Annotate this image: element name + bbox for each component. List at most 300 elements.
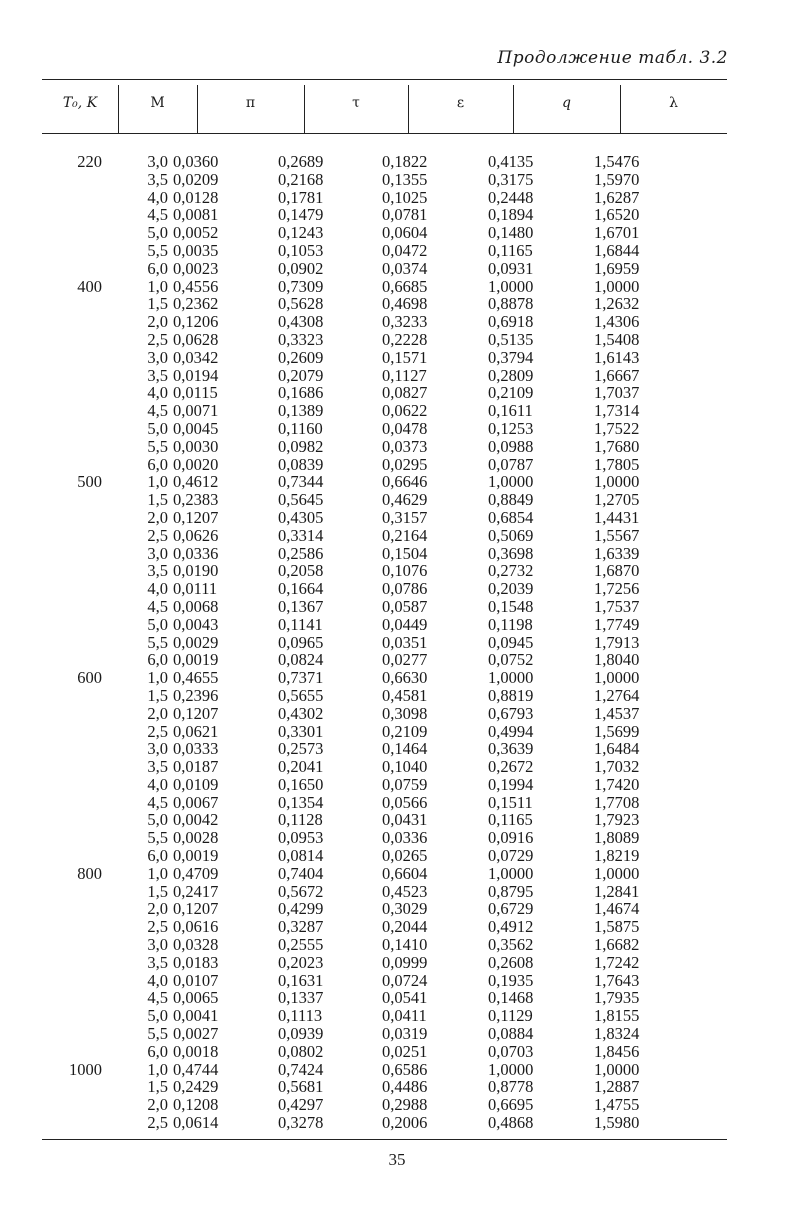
epsilon-cell: 0,6630 — [382, 668, 428, 688]
mach-cell: 4,5 — [147, 205, 168, 225]
q-cell: 0,1129 — [488, 1006, 533, 1026]
tau-cell: 0,0802 — [278, 1041, 324, 1061]
epsilon-cell: 0,0566 — [382, 792, 428, 812]
table-row — [42, 865, 674, 883]
pi-cell: 0,0020 — [173, 454, 219, 474]
epsilon-cell: 0,0319 — [382, 1024, 428, 1044]
mach-cell: 1,0 — [147, 276, 168, 296]
q-cell: 0,2608 — [488, 952, 534, 972]
table-row — [42, 1114, 674, 1132]
mach-cell: 4,0 — [147, 579, 168, 599]
epsilon-cell: 0,2044 — [382, 917, 428, 937]
pi-cell: 0,0190 — [173, 561, 219, 581]
epsilon-cell: 0,0622 — [382, 401, 428, 421]
lambda-cell: 1,4306 — [594, 312, 640, 332]
table-row — [42, 687, 674, 705]
q-cell: 1,0000 — [488, 863, 534, 883]
q-cell: 0,2039 — [488, 579, 534, 599]
tau-cell: 0,4299 — [278, 899, 324, 919]
lambda-cell: 1,2632 — [594, 294, 640, 314]
temperature-cell — [42, 1114, 116, 1132]
lambda-cell: 1,8040 — [594, 650, 640, 670]
pi-cell: 0,2417 — [173, 881, 219, 901]
table-body — [42, 153, 674, 1132]
q-cell: 0,6793 — [488, 703, 534, 723]
temperature-cell — [42, 758, 116, 776]
temperature-cell — [42, 224, 116, 242]
lambda-cell: 1,7680 — [594, 436, 640, 456]
pi-cell: 0,0065 — [173, 988, 219, 1008]
tau-cell: 0,0902 — [278, 258, 324, 278]
table-row — [42, 954, 674, 972]
table-row — [42, 402, 674, 420]
lambda-cell: 1,6959 — [594, 258, 640, 278]
table-row — [42, 794, 674, 812]
pi-cell: 0,0023 — [173, 258, 219, 278]
lambda-cell: 1,6870 — [594, 561, 640, 581]
q-cell: 0,5135 — [488, 329, 534, 349]
epsilon-cell: 0,0472 — [382, 240, 428, 260]
q-cell: 0,1165 — [488, 810, 533, 830]
temperature-cell — [42, 954, 116, 972]
table-row — [42, 989, 674, 1007]
pi-cell: 0,0035 — [173, 240, 219, 260]
temperature-cell — [42, 242, 116, 260]
epsilon-cell: 0,0295 — [382, 454, 428, 474]
lambda-cell: 1,6287 — [594, 187, 640, 207]
mach-cell: 3,5 — [147, 561, 168, 581]
mach-cell: 5,0 — [147, 810, 168, 830]
table-row — [42, 616, 674, 634]
epsilon-cell: 0,2109 — [382, 721, 428, 741]
q-cell: 0,1935 — [488, 970, 534, 990]
table-row — [42, 438, 674, 456]
table-row — [42, 918, 674, 936]
tau-cell: 0,5655 — [278, 685, 324, 705]
q-cell: 0,2809 — [488, 365, 534, 385]
mach-cell: 6,0 — [147, 258, 168, 278]
q-cell: 0,3639 — [488, 739, 534, 759]
header-lambda: λ — [669, 95, 678, 111]
tau-cell: 0,1053 — [278, 240, 324, 260]
epsilon-cell: 0,6604 — [382, 863, 428, 883]
lambda-cell: 1,7913 — [594, 632, 640, 652]
mach-cell: 3,5 — [147, 365, 168, 385]
q-cell: 0,0931 — [488, 258, 534, 278]
pi-cell: 0,1207 — [173, 703, 219, 723]
epsilon-cell: 0,1464 — [382, 739, 428, 759]
mach-cell: 1,5 — [147, 1077, 168, 1097]
table-row — [42, 331, 674, 349]
epsilon-cell: 0,2164 — [382, 525, 428, 545]
table-row — [42, 1061, 674, 1079]
q-cell: 0,0752 — [488, 650, 534, 670]
epsilon-cell: 0,0351 — [382, 632, 428, 652]
mach-cell: 5,5 — [147, 632, 168, 652]
pi-cell: 0,0111 — [173, 579, 218, 599]
tau-cell: 0,3301 — [278, 721, 324, 741]
epsilon-cell: 0,0449 — [382, 614, 428, 634]
pi-cell: 0,4612 — [173, 472, 219, 492]
temperature-cell — [42, 527, 116, 545]
pi-cell: 0,1207 — [173, 899, 219, 919]
tau-cell: 0,2573 — [278, 739, 324, 759]
table-row — [42, 456, 674, 474]
tau-cell: 0,0814 — [278, 846, 324, 866]
epsilon-cell: 0,0541 — [382, 988, 428, 1008]
table-row — [42, 1043, 674, 1061]
q-cell: 0,4994 — [488, 721, 534, 741]
table-row — [42, 598, 674, 616]
temperature-cell — [42, 331, 116, 349]
gas-dynamic-functions-table — [42, 153, 674, 1132]
temperature-cell — [42, 616, 116, 634]
pi-cell: 0,1207 — [173, 507, 219, 527]
lambda-cell: 1,7749 — [594, 614, 640, 634]
table-row — [42, 420, 674, 438]
header-mach: M — [150, 95, 165, 111]
mach-cell: 3,5 — [147, 757, 168, 777]
epsilon-cell: 0,3098 — [382, 703, 428, 723]
lambda-cell: 1,6520 — [594, 205, 640, 225]
mach-cell: 4,0 — [147, 970, 168, 990]
pi-cell: 0,0360 — [173, 152, 219, 171]
pi-cell: 0,2429 — [173, 1077, 219, 1097]
epsilon-cell: 0,6646 — [382, 472, 428, 492]
temperature-cell — [42, 206, 116, 224]
tau-cell: 0,1650 — [278, 774, 324, 794]
temperature-cell — [42, 776, 116, 794]
temperature-cell — [42, 1078, 116, 1096]
table-row — [42, 153, 674, 171]
pi-cell: 0,1208 — [173, 1095, 219, 1115]
temperature-cell — [42, 1025, 116, 1043]
temperature-cell — [42, 171, 116, 189]
q-cell: 0,3698 — [488, 543, 534, 563]
lambda-cell: 1,4537 — [594, 703, 640, 723]
tau-cell: 0,5672 — [278, 881, 324, 901]
temperature-cell — [42, 794, 116, 812]
lambda-cell: 1,7522 — [594, 418, 640, 438]
pi-cell: 0,0041 — [173, 1006, 219, 1026]
epsilon-cell: 0,3029 — [382, 899, 428, 919]
tau-cell: 0,1354 — [278, 792, 324, 812]
mach-cell: 4,5 — [147, 401, 168, 421]
table-row — [42, 776, 674, 794]
table-row — [42, 758, 674, 776]
pi-cell: 0,0194 — [173, 365, 219, 385]
temperature-cell: 400 — [77, 276, 102, 296]
lambda-cell: 1,5408 — [594, 329, 640, 349]
epsilon-cell: 0,1355 — [382, 169, 428, 189]
temperature-cell: 800 — [77, 863, 102, 883]
tau-cell: 0,1631 — [278, 970, 324, 990]
q-cell: 0,0916 — [488, 828, 534, 848]
mach-cell: 5,0 — [147, 1006, 168, 1026]
epsilon-cell: 0,0251 — [382, 1041, 428, 1061]
mach-cell: 5,0 — [147, 223, 168, 243]
table-row — [42, 1007, 674, 1025]
epsilon-cell: 0,6685 — [382, 276, 428, 296]
mach-cell: 5,0 — [147, 614, 168, 634]
pi-cell: 0,0028 — [173, 828, 219, 848]
q-cell: 0,0729 — [488, 846, 534, 866]
tau-cell: 0,5681 — [278, 1077, 324, 1097]
pi-cell: 0,0042 — [173, 810, 219, 830]
table-row — [42, 651, 674, 669]
tau-cell: 0,2168 — [278, 169, 324, 189]
q-cell: 0,4912 — [488, 917, 534, 937]
table-row — [42, 740, 674, 758]
mach-cell: 3,0 — [147, 935, 168, 955]
q-cell: 0,3562 — [488, 935, 534, 955]
epsilon-cell: 0,3233 — [382, 312, 428, 332]
table-row — [42, 723, 674, 741]
header-t0: T₀, K — [62, 95, 98, 111]
lambda-cell: 1,5567 — [594, 525, 640, 545]
lambda-cell: 1,7708 — [594, 792, 640, 812]
temperature-cell — [42, 260, 116, 278]
tau-cell: 0,0982 — [278, 436, 324, 456]
pi-cell: 0,0107 — [173, 970, 219, 990]
temperature-cell — [42, 740, 116, 758]
q-cell: 0,8795 — [488, 881, 534, 901]
epsilon-cell: 0,1025 — [382, 187, 428, 207]
pi-cell: 0,0067 — [173, 792, 219, 812]
mach-cell: 6,0 — [147, 454, 168, 474]
mach-cell: 2,5 — [147, 525, 168, 545]
epsilon-cell: 0,0724 — [382, 970, 428, 990]
temperature-cell: 500 — [77, 472, 102, 492]
tau-cell: 0,2555 — [278, 935, 324, 955]
epsilon-cell: 0,0781 — [382, 205, 428, 225]
epsilon-cell: 0,4581 — [382, 685, 428, 705]
tau-cell: 0,0839 — [278, 454, 324, 474]
pi-cell: 0,0018 — [173, 1041, 219, 1061]
mach-cell: 1,5 — [147, 490, 168, 510]
lambda-cell: 1,7923 — [594, 810, 640, 830]
q-cell: 0,0945 — [488, 632, 534, 652]
lambda-cell: 1,0000 — [594, 472, 640, 492]
tau-cell: 0,4305 — [278, 507, 324, 527]
mach-cell: 4,0 — [147, 383, 168, 403]
pi-cell: 0,0045 — [173, 418, 219, 438]
epsilon-cell: 0,4629 — [382, 490, 428, 510]
lambda-cell: 1,5476 — [594, 152, 640, 171]
table-top-rule — [42, 79, 727, 80]
epsilon-cell: 0,0374 — [382, 258, 428, 278]
lambda-cell: 1,7314 — [594, 401, 640, 421]
table-bottom-rule — [42, 1139, 727, 1140]
pi-cell: 0,0621 — [173, 721, 219, 741]
pi-cell: 0,0109 — [173, 774, 219, 794]
pi-cell: 0,0616 — [173, 917, 219, 937]
tau-cell: 0,4302 — [278, 703, 324, 723]
lambda-cell: 1,5699 — [594, 721, 640, 741]
table-row — [42, 669, 674, 687]
table-row — [42, 491, 674, 509]
table-row — [42, 224, 674, 242]
mach-cell: 2,0 — [147, 1095, 168, 1115]
pi-cell: 0,0052 — [173, 223, 219, 243]
temperature-cell — [42, 651, 116, 669]
epsilon-cell: 0,0265 — [382, 846, 428, 866]
tau-cell: 0,1686 — [278, 383, 324, 403]
pi-cell: 0,0626 — [173, 525, 219, 545]
table-row — [42, 1096, 674, 1114]
mach-cell: 4,5 — [147, 596, 168, 616]
table-row — [42, 811, 674, 829]
table-row — [42, 972, 674, 990]
pi-cell: 0,0071 — [173, 401, 219, 421]
tau-cell: 0,7404 — [278, 863, 324, 883]
lambda-cell: 1,4431 — [594, 507, 640, 527]
lambda-cell: 1,0000 — [594, 863, 640, 883]
tau-cell: 0,1479 — [278, 205, 324, 225]
temperature-cell — [42, 509, 116, 527]
q-cell: 0,1894 — [488, 205, 534, 225]
q-cell: 0,8849 — [488, 490, 534, 510]
q-cell: 0,2672 — [488, 757, 534, 777]
lambda-cell: 1,2841 — [594, 881, 640, 901]
pi-cell: 0,4744 — [173, 1059, 219, 1079]
mach-cell: 1,0 — [147, 472, 168, 492]
q-cell: 0,1994 — [488, 774, 534, 794]
mach-cell: 2,5 — [147, 1113, 168, 1133]
tau-cell: 0,1113 — [278, 1006, 323, 1026]
tau-cell: 0,2586 — [278, 543, 324, 563]
mach-cell: 1,5 — [147, 294, 168, 314]
tau-cell: 0,1243 — [278, 223, 324, 243]
q-cell: 0,1548 — [488, 596, 534, 616]
pi-cell: 0,0187 — [173, 757, 219, 777]
tau-cell: 0,3323 — [278, 329, 324, 349]
temperature-cell — [42, 829, 116, 847]
tau-cell: 0,4297 — [278, 1095, 324, 1115]
tau-cell: 0,1160 — [278, 418, 323, 438]
temperature-cell — [42, 811, 116, 829]
q-cell: 1,0000 — [488, 668, 534, 688]
pi-cell: 0,0209 — [173, 169, 219, 189]
q-cell: 0,1253 — [488, 418, 534, 438]
epsilon-cell: 0,1040 — [382, 757, 428, 777]
tau-cell: 0,0939 — [278, 1024, 324, 1044]
tau-cell: 0,2689 — [278, 152, 324, 171]
epsilon-cell: 0,0411 — [382, 1006, 427, 1026]
lambda-cell: 1,6484 — [594, 739, 640, 759]
epsilon-cell: 0,0786 — [382, 579, 428, 599]
epsilon-cell: 0,1822 — [382, 152, 428, 171]
mach-cell: 1,5 — [147, 685, 168, 705]
q-cell: 0,6918 — [488, 312, 534, 332]
temperature-cell — [42, 384, 116, 402]
temperature-cell — [42, 402, 116, 420]
mach-cell: 1,5 — [147, 881, 168, 901]
epsilon-cell: 0,4523 — [382, 881, 428, 901]
epsilon-cell: 0,0478 — [382, 418, 428, 438]
table-row — [42, 171, 674, 189]
q-cell: 0,0703 — [488, 1041, 534, 1061]
lambda-cell: 1,6682 — [594, 935, 640, 955]
table-header-rule — [42, 133, 727, 134]
mach-cell: 6,0 — [147, 650, 168, 670]
temperature-cell — [42, 598, 116, 616]
tau-cell: 0,7424 — [278, 1059, 324, 1079]
tau-cell: 0,7309 — [278, 276, 324, 296]
tau-cell: 0,1367 — [278, 596, 324, 616]
tau-cell: 0,2609 — [278, 347, 324, 367]
lambda-cell: 1,2764 — [594, 685, 640, 705]
temperature-cell — [42, 1096, 116, 1114]
table-row — [42, 313, 674, 331]
lambda-cell: 1,0000 — [594, 1059, 640, 1079]
temperature-cell — [42, 989, 116, 1007]
epsilon-cell: 0,0999 — [382, 952, 428, 972]
table-row — [42, 295, 674, 313]
temperature-cell — [42, 687, 116, 705]
pi-cell: 0,4709 — [173, 863, 219, 883]
mach-cell: 5,5 — [147, 436, 168, 456]
q-cell: 0,2448 — [488, 187, 534, 207]
header-tau: τ — [352, 95, 360, 111]
table-row — [42, 278, 674, 296]
mach-cell: 3,0 — [147, 347, 168, 367]
pi-cell: 0,0019 — [173, 846, 219, 866]
lambda-cell: 1,5875 — [594, 917, 640, 937]
mach-cell: 2,0 — [147, 703, 168, 723]
tau-cell: 0,2023 — [278, 952, 324, 972]
mach-cell: 3,0 — [147, 543, 168, 563]
mach-cell: 2,0 — [147, 312, 168, 332]
temperature-cell — [42, 883, 116, 901]
temperature-cell: 220 — [77, 152, 102, 171]
pi-cell: 0,2362 — [173, 294, 219, 314]
mach-cell: 5,5 — [147, 1024, 168, 1044]
temperature-cell — [42, 491, 116, 509]
lambda-cell: 1,7643 — [594, 970, 640, 990]
pi-cell: 0,0029 — [173, 632, 219, 652]
tau-cell: 0,1337 — [278, 988, 324, 1008]
lambda-cell: 1,6667 — [594, 365, 640, 385]
tau-cell: 0,5628 — [278, 294, 324, 314]
temperature-cell — [42, 313, 116, 331]
lambda-cell: 1,6339 — [594, 543, 640, 563]
tau-cell: 0,3287 — [278, 917, 324, 937]
epsilon-cell: 0,0759 — [382, 774, 428, 794]
temperature-cell — [42, 634, 116, 652]
table-row — [42, 562, 674, 580]
q-cell: 0,5069 — [488, 525, 534, 545]
temperature-cell — [42, 295, 116, 313]
mach-cell: 2,0 — [147, 899, 168, 919]
lambda-cell: 1,2705 — [594, 490, 640, 510]
table-row — [42, 580, 674, 598]
lambda-cell: 1,8456 — [594, 1041, 640, 1061]
epsilon-cell: 0,0587 — [382, 596, 428, 616]
tau-cell: 0,0965 — [278, 632, 324, 652]
tau-cell: 0,0824 — [278, 650, 324, 670]
pi-cell: 0,0043 — [173, 614, 219, 634]
epsilon-cell: 0,1076 — [382, 561, 428, 581]
table-row — [42, 349, 674, 367]
lambda-cell: 1,7032 — [594, 757, 640, 777]
pi-cell: 0,2383 — [173, 490, 219, 510]
tau-cell: 0,1141 — [278, 614, 323, 634]
tau-cell: 0,5645 — [278, 490, 324, 510]
mach-cell: 4,5 — [147, 792, 168, 812]
table-row — [42, 473, 674, 491]
lambda-cell: 1,6844 — [594, 240, 640, 260]
